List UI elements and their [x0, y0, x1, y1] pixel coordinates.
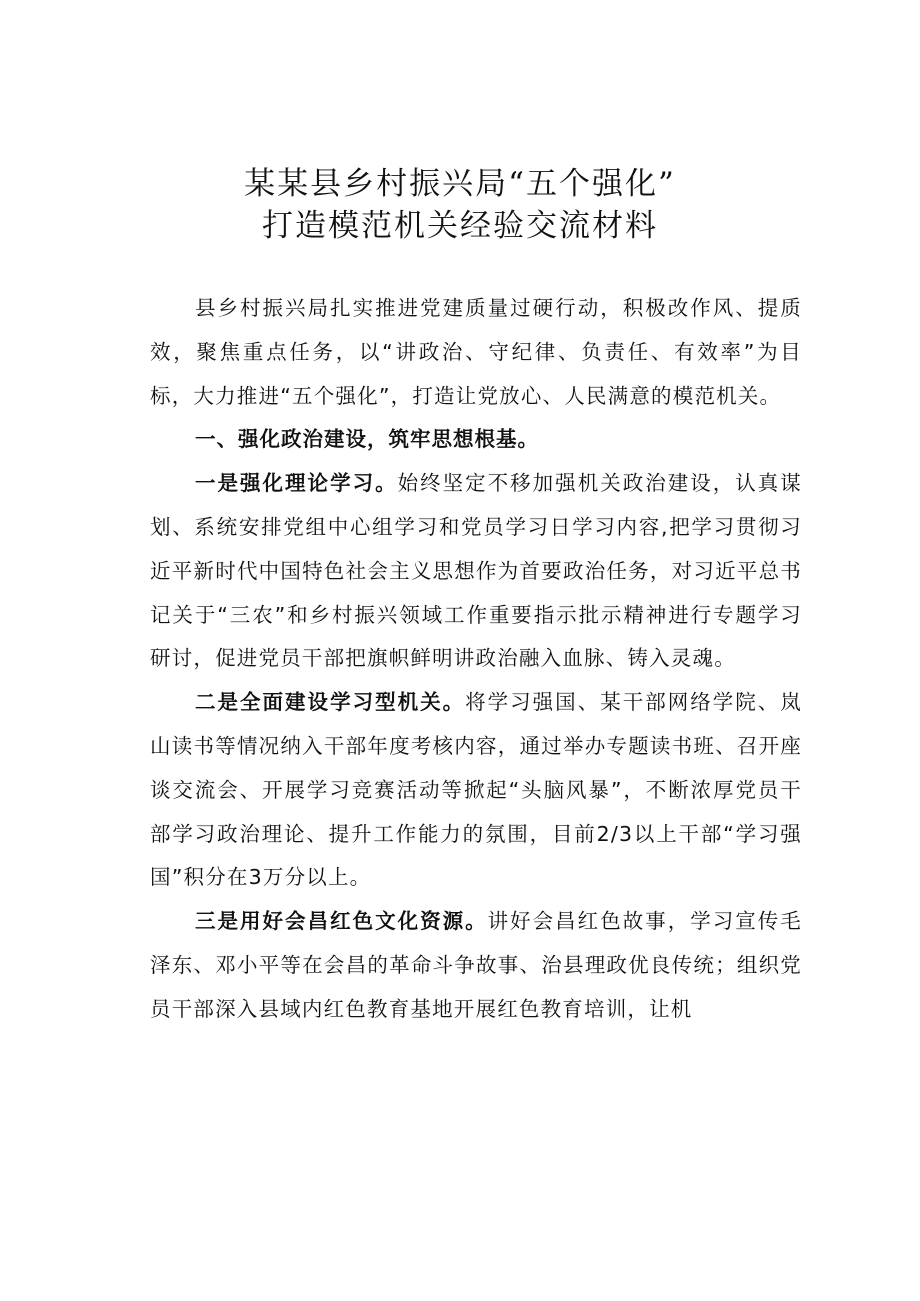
item-text-3: 讲好会昌红色故事，学习宣传毛泽东、邓小平等在会昌的革命斗争故事、治县理政优良传统；组织党员干部深入县域内红色教育基地开展红色教育培训，让机: [150, 909, 802, 1021]
item-lead-2: 二是全面建设学习型机关。: [195, 690, 466, 715]
item-paragraph-2: [150, 681, 802, 900]
item-paragraph-3: [150, 900, 802, 1031]
section-heading-1: 一、强化政治建设，筑牢思想根基。: [195, 427, 539, 452]
item-paragraph-1: [150, 462, 802, 681]
item-text-2: 将学习强国、某干部网络学院、岚山读书等情况纳入干部年度考核内容，通过举办专题读书班、召开座谈交流会、开展学习竞赛活动等掀起“头脑风暴”，不断浓厚党员干部学习政治理论、提升工作能力的氛围，目前2/3以上干部“学习强国”积分在3万分以上。: [150, 690, 802, 890]
document-title-line-2: 打造模范机关经验交流材料: [262, 208, 658, 244]
item-lead-1: 一是强化理论学习。: [195, 471, 398, 496]
document-body: [150, 287, 802, 1032]
item-lead-3: 三是用好会昌红色文化资源。: [195, 909, 488, 934]
item-text-1: 始终坚定不移加强机关政治建设，认真谋划、系统安排党组中心组学习和党员学习日学习内容,把学习贯彻习近平新时代中国特色社会主义思想作为首要政治任务，对习近平总书记关于“三农”和乡村振兴领域工作重要指示批示精神进行专题学习研讨，促进党员干部把旗帜鲜明讲政治融入血脉、铸入灵魂。: [150, 471, 802, 671]
document-title-line-1: 某某县乡村振兴局“五个强化”: [244, 166, 676, 202]
intro-paragraph: 县乡村振兴局扎实推进党建质量过硬行动，积极改作风、提质效，聚焦重点任务，以“讲政治、守纪律、负责任、有效率”为目标，大力推进“五个强化”，打造让党放心、人民满意的模范机关。: [150, 296, 802, 408]
